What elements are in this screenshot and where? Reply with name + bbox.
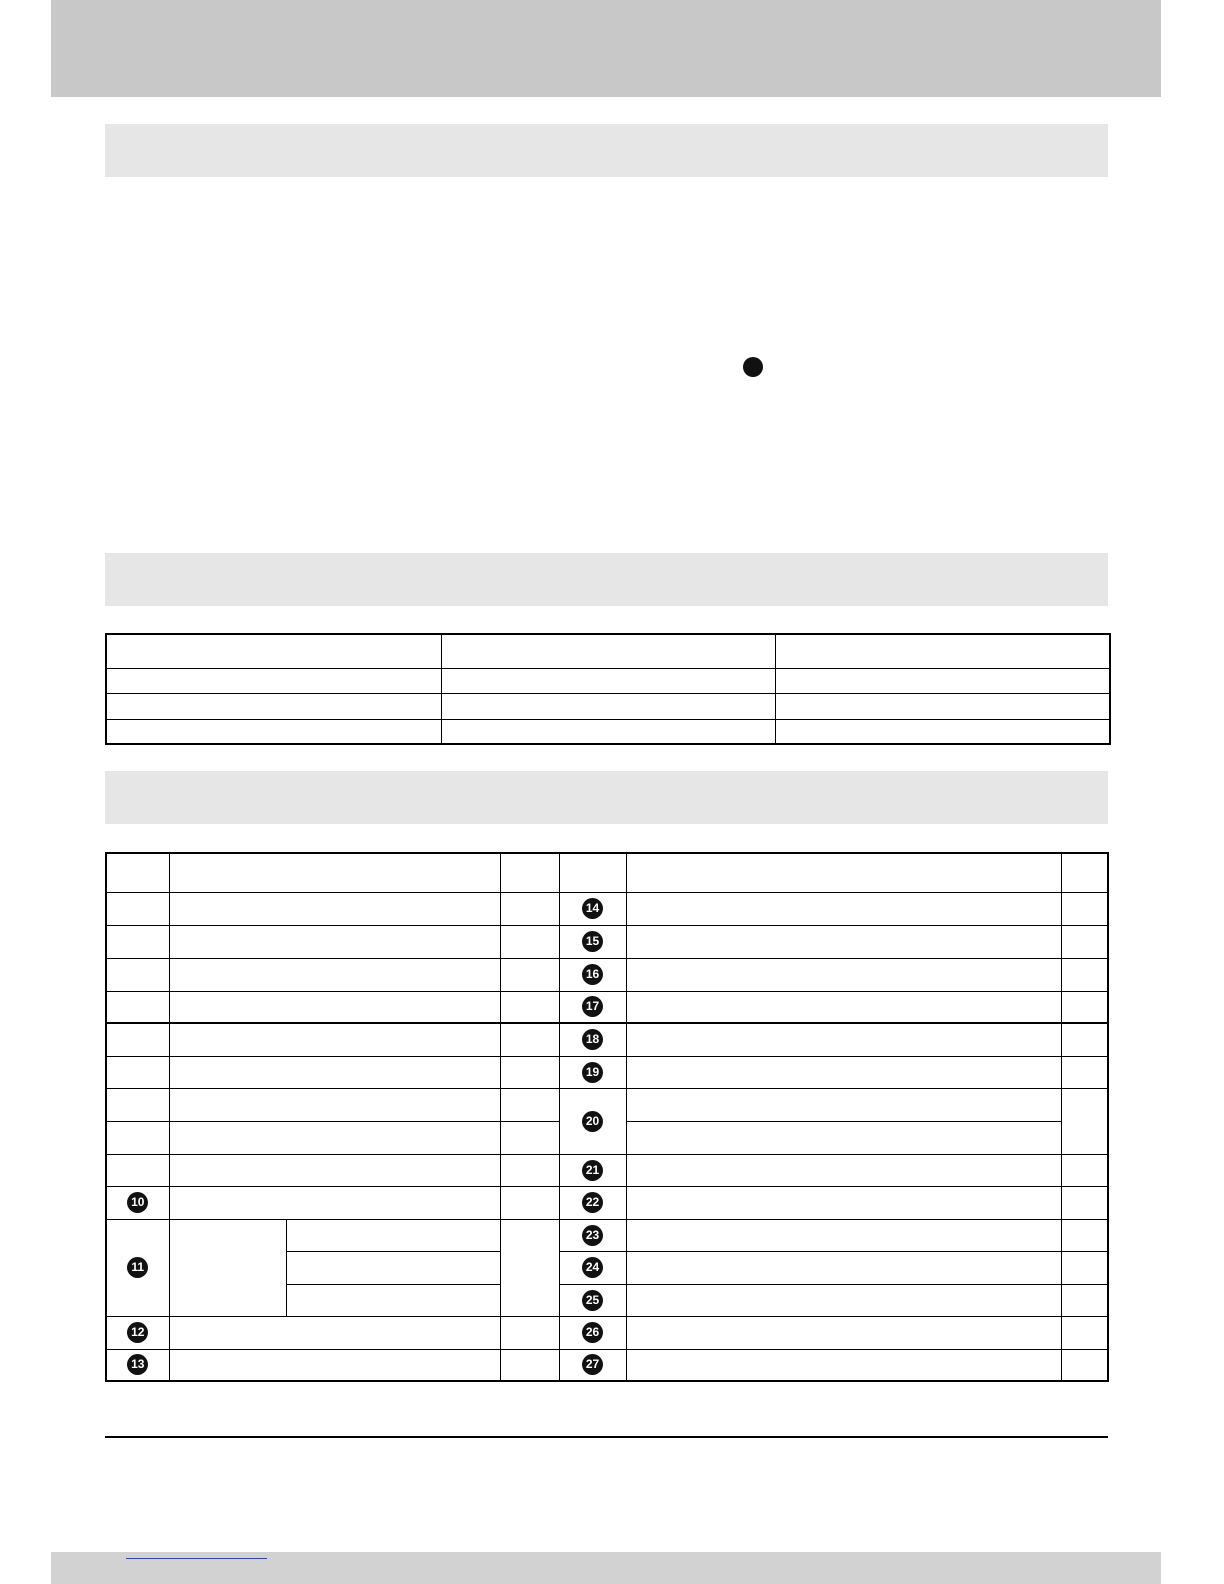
table-row bbox=[106, 991, 1108, 1023]
table-row bbox=[106, 1186, 1108, 1219]
number-badge-icon: 20 bbox=[582, 1111, 603, 1132]
page-header-band bbox=[51, 0, 1161, 97]
bullet-icon bbox=[743, 357, 763, 377]
table-row bbox=[106, 1088, 1108, 1121]
table-row bbox=[106, 1316, 1108, 1349]
number-badge-icon: 12 bbox=[127, 1322, 148, 1343]
table-row bbox=[106, 1219, 1108, 1251]
table-row bbox=[106, 1056, 1108, 1088]
number-badge-icon: 25 bbox=[582, 1290, 603, 1311]
page-footer-band bbox=[51, 1552, 1161, 1584]
footer-link[interactable] bbox=[126, 1558, 267, 1559]
table-row bbox=[106, 719, 1110, 744]
table-header-row bbox=[106, 853, 1108, 892]
number-badge-icon: 18 bbox=[582, 1029, 603, 1050]
number-badge-icon: 16 bbox=[582, 964, 603, 985]
parts-list-table bbox=[105, 852, 1109, 1382]
number-badge-icon: 13 bbox=[127, 1354, 148, 1375]
table-row bbox=[106, 668, 1110, 693]
number-badge-icon: 26 bbox=[582, 1322, 603, 1343]
number-badge-icon: 19 bbox=[582, 1062, 603, 1083]
number-badge-icon: 11 bbox=[127, 1257, 148, 1278]
table-row bbox=[106, 925, 1108, 958]
table-row bbox=[106, 1023, 1108, 1056]
table-row bbox=[106, 634, 1110, 668]
table-row bbox=[106, 1349, 1108, 1381]
number-badge-icon: 23 bbox=[582, 1225, 603, 1246]
section-heading-bar-2 bbox=[105, 553, 1108, 606]
number-badge-icon: 27 bbox=[582, 1354, 603, 1375]
number-badge-icon: 24 bbox=[582, 1257, 603, 1278]
specification-table bbox=[105, 633, 1111, 745]
number-badge-icon: 21 bbox=[582, 1160, 603, 1181]
number-badge-icon: 15 bbox=[582, 931, 603, 952]
number-badge-icon: 14 bbox=[582, 898, 603, 919]
table-row bbox=[106, 892, 1108, 925]
number-badge-icon: 22 bbox=[582, 1192, 603, 1213]
number-badge-icon: 17 bbox=[582, 996, 603, 1017]
number-badge-icon: 10 bbox=[127, 1192, 148, 1213]
table-row bbox=[106, 693, 1110, 719]
footer-divider bbox=[105, 1436, 1108, 1438]
table-row bbox=[106, 958, 1108, 991]
section-heading-bar-3 bbox=[105, 771, 1108, 824]
section-heading-bar-1 bbox=[105, 124, 1108, 177]
table-row bbox=[106, 1154, 1108, 1186]
